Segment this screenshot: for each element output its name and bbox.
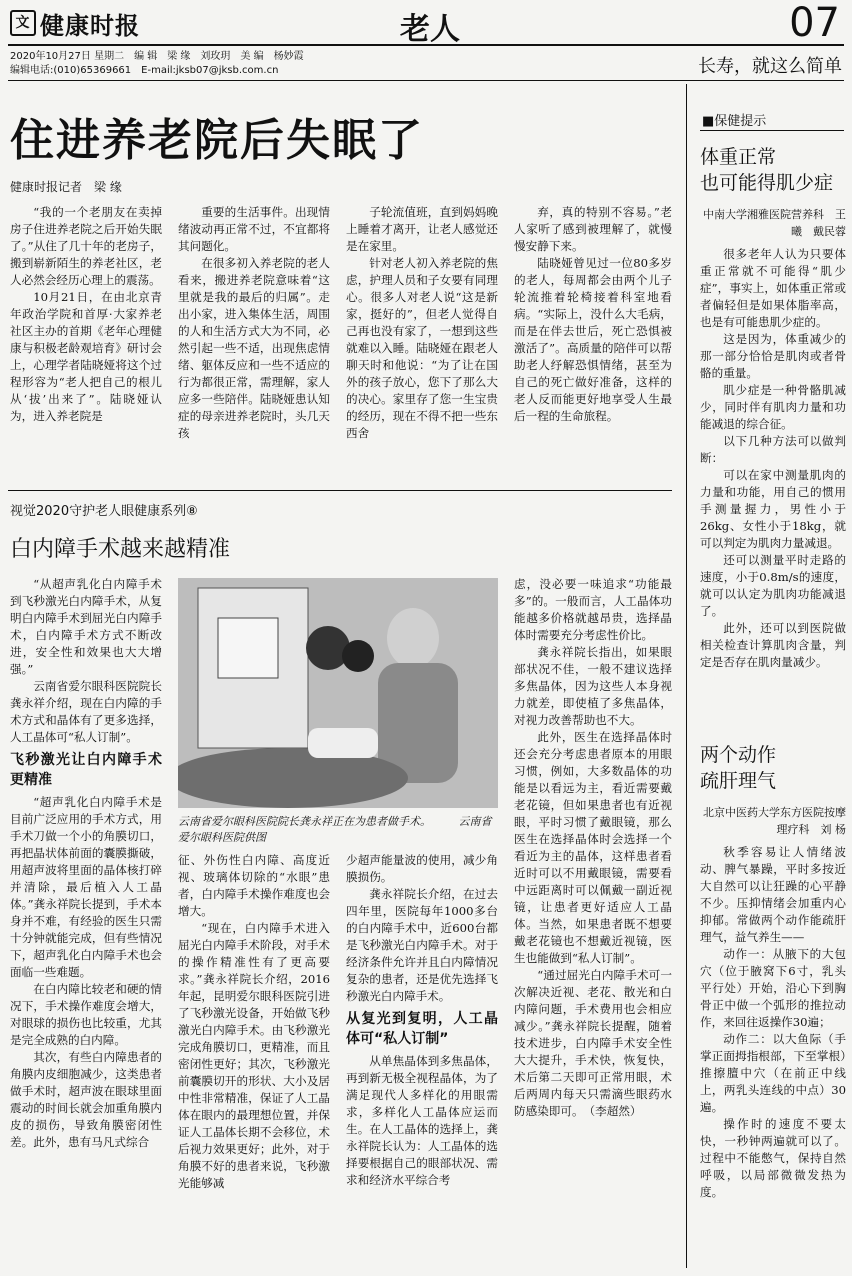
sidebar-article-1-body: [700, 246, 846, 776]
lead-column-4: [514, 204, 672, 474]
lead-paragraph: “我的一个老朋友在卖掉房子住进养老院之后开始失眠了。”从住了几十年的老房子，搬到崭新陌生的养老社区，老人必然会经历心理上的震荡。: [10, 205, 162, 287]
cataract-subhead: 从复光到复明，人工晶体可“私人订制”: [346, 1011, 498, 1047]
newspaper-logo: [10, 6, 150, 40]
sidebar-paragraph: 可以在家中测量肌肉的力量和功能，用自己的惯用手测量握力，男性小于26kg、女性小于18kg，就可以判定为肌肉力量减退。: [700, 468, 846, 550]
photo-caption: 云南省爱尔眼科医院院长龚永祥正在为患者做手术。 云南省爱尔眼科医院供图: [178, 815, 492, 844]
sidebar-paragraph: 动作一：从腋下的大包穴（位于腋窝下6寸，乳头平行处）开始，沿心下到胸骨正中做一个弧形的推拉动作，来回往返操作30遍；: [700, 947, 846, 1029]
lead-column-1: [10, 204, 162, 474]
sidebar-article-2: [700, 742, 846, 1264]
lead-column-2: [178, 204, 330, 474]
page-number: 07: [789, 0, 840, 46]
sidebar-article-1: [700, 144, 846, 776]
cataract-paragraph: 虑，没必要一味追求“功能最多”的。一般而言，人工晶体功能越多价格就越昂贵，选择晶体时需要充分考虑性价比。: [514, 577, 672, 642]
sidebar-paragraph: 此外，还可以到医院做相关检查计算肌肉含量，判定是否存在肌肉量减少。: [700, 621, 846, 669]
lead-paragraph: 重要的生活事件。出现情绪波动再正常不过，不宜都将其问题化。: [178, 205, 330, 253]
cataract-paragraph: 在白内障比较老和硬的情况下，手术操作难度会增大，对眼球的损伤也比较重，尤其是完全成熟的白内障。: [10, 982, 162, 1047]
lead-paragraph: 针对老人初入养老院的焦虑，护理人员和子女要有同理心。很多人对老人说“这是新家，挺好的”，但老人觉得自己再也没有家了，一想到这些就难以入睡。陆晓娅在跟老人聊天时和他说：“为了让在国外的孩子放心，您下了那么大的决心。家里存了您一生宝贵的经历，现在不得不把一些东西舍: [346, 256, 498, 440]
sidebar-article-2-body: [700, 844, 846, 1264]
cataract-paragraph: “从超声乳化白内障手术到飞秒激光白内障手术，从复明白内障手术到屈光白内障手术，白内障手术方式不断改进，安全性和效果也大大增强。”: [10, 577, 162, 676]
cataract-subhead: 飞秒激光让白内障手术更精准: [10, 752, 162, 788]
lead-headline: 住进养老院后失眠了: [10, 115, 424, 166]
series-label: 视觉2020守护老人眼健康系列⑧: [10, 504, 198, 519]
sidebar-paragraph: 肌少症是一种骨骼肌减少，同时伴有肌肉力量和功能减退的综合征。: [700, 383, 846, 431]
cataract-paragraph: 其次，有些白内障患者的角膜内皮细胞减少，这类患者做手术时，超声波在眼球里面震动的时间长就会加重角膜内皮的损伤，导致角膜密闭性差。此外，患有马凡式综合: [10, 1050, 162, 1149]
cataract-column-4: [514, 576, 672, 1266]
sidebar-article-1-title-line2: 也可能得肌少症: [700, 172, 834, 194]
sidebar-tag-rule: [700, 130, 844, 131]
lead-byline: 健康时报记者 梁 缘: [10, 180, 122, 194]
masthead-rule: [8, 44, 844, 46]
logo-mark: 文: [10, 10, 36, 36]
cataract-paragraph: “通过屈光白内障手术可一次解决近视、老花、散光和白内障问题，手术费用也会相应减少。”龚永祥院长提醒，随着技术进步，白内障手术安全性大大提升，手术快，恢复快，术后第二天即可正常用眼，术后两周内每天只需滴些眼药水防感染即可。 （李超然）: [514, 968, 672, 1118]
cataract-paragraph: 少超声能量波的使用，减少角膜损伤。: [346, 853, 498, 884]
cataract-paragraph: 此外，医生在选择晶体时还会充分考虑患者原本的用眼习惯，例如，大多数晶体的功能是以看远为主，看近需要戴老花镜，但如果患者也有近视眼，平时习惯了戴眼镜，那么医生在选择晶体时会选择一个看近为主的晶体，这样患者看近时可以不用戴眼镜，需要看中远距离时可以佩戴一副近视镜，让患者更好适应人工晶体。当然，如果患者既不想要戴老花镜也不想戴近视镜，医生也能做到“私人订制”。: [514, 730, 672, 965]
cataract-paragraph: “现在，白内障手术进入屈光白内障手术阶段，对手术的操作精准性有了更高要求。”龚永祥院长介绍，2016年起，昆明爱尔眼科医院引进了飞秒激光设备，开始做飞秒激光白内障手术。由飞秒激光完成角膜切口，更精准，而且密闭性更好；其次，飞秒激光前囊膜切开的形状、大小及居中性非常精准，保证了人工晶体在眼内的最理想位置，并保证人工晶体长期不会移位，术后视力效果更好；此外，对于角膜不好的患者来说，飞秒激光能够减: [178, 921, 330, 1190]
sidebar-divider: [686, 84, 687, 1268]
cataract-paragraph: 龚永祥院长介绍，在过去四年里，医院每年1000多台的白内障手术中，近600台都是飞秒激光白内障手术。对于经济条件允许并且白内障情况复杂的患者，还是优先选择飞秒激光白内障手术。: [346, 887, 498, 1003]
cataract-paragraph: 征、外伤性白内障、高度近视、玻璃体切除的“水眼”患者，白内障手术操作难度也会增大。: [178, 853, 330, 918]
cataract-column-2: [178, 852, 330, 1266]
lead-column-3: [346, 204, 498, 474]
sidebar-article-2-author: 北京中医药大学东方医院按摩理疗科 刘 杨: [703, 806, 846, 836]
lead-paragraph: 陆晓娅曾见过一位80多岁的老人，每周都会由两个儿子轮流推着轮椅接着科室地看病。“实际上，没什么大毛病，而是在伴去世后，死亡恐惧被激活了”。高质量的陪伴可以帮助老人纾解恐惧情绪，甚至为自己的死亡做好准备，这样的老人反而能更好地享受人生最后一程的生命旅程。: [514, 256, 672, 423]
section-title: 老人: [400, 12, 460, 47]
logo-text: 健康时报: [40, 10, 140, 40]
lead-paragraph: 弃，真的特别不容易。”老人家听了感到被理解了，就慢慢安静下来。: [514, 205, 672, 253]
masthead-bottom-rule: [8, 80, 844, 81]
sidebar-article-2-title-line1: 两个动作: [700, 744, 777, 766]
cataract-column-1: [10, 576, 162, 1266]
cataract-paragraph: “超声乳化白内障手术是目前广泛应用的手术方式，用手术刀做一个小的角膜切口，再把晶状体前面的囊膜撕破，用超声波将里面的晶体核打碎并清除，最后植入人工晶体。”龚永祥院长提到，手术本身并不难，有经验的医生只需十分钟就能完成，但有些情况下，超声乳化白内障手术也会面临一些难题。: [10, 795, 162, 979]
sidebar-tag: ■保健提示: [702, 114, 767, 129]
cataract-headline: 白内障手术越来越精准: [10, 537, 231, 562]
sidebar-paragraph: 以下几种方法可以做判断：: [700, 434, 846, 465]
surgery-photo: [178, 578, 498, 808]
cataract-paragraph: 从单焦晶体到多焦晶体，再到新无极全视程晶体，为了满足现代人多样化的用眼需求，多样化人工晶体应运而生。在人工晶体的选择上，龚永祥院长认为：人工晶体的选择要根据自己的眼部状况、需求和经济水平综合考: [346, 1054, 498, 1187]
lead-paragraph: 10月21日，在由北京青年政治学院和首厚·大家养老社区主办的首期《老年心理健康与积极老龄观培育》研讨会上，心理学者陆晓娅将这个过程形容为“老人把自己的根儿从‘拔’出来了”。陆晓娅认为，进入养老院是: [10, 290, 162, 423]
lead-paragraph: 子轮流值班，直到妈妈晚上睡着才离开，让老人感觉还是在家里。: [346, 205, 498, 253]
date-line: 2020年10月27日 星期二 编 辑 梁 缘 刘玫玥 美 编 杨妙霞: [10, 51, 304, 62]
sidebar-article-2-title-line2: 疏肝理气: [700, 770, 777, 792]
cataract-column-3: [346, 852, 498, 1266]
sidebar-paragraph: 操作时的速度不要太快，一秒钟两遍就可以了。过程中不能憋气，保持自然呼吸，以局部微微发热为度。: [700, 1117, 846, 1199]
sidebar-article-1-author: 中南大学湘雅医院营养科 王 曦 戴民蓉: [703, 208, 846, 238]
surgery-photo-illustration: [178, 578, 498, 808]
cataract-paragraph: 云南省爱尔眼科医院院长龚永祥介绍，现在白内障的手术方式和晶体有了更多选择，人工晶体可“私人订制”。: [10, 679, 162, 744]
sidebar-paragraph: 很多老年人认为只要体重正常就不可能得“肌少症”，事实上，如体重正常或者偏轻但是如果体脂率高，也是有可能患肌少症的。: [700, 247, 846, 329]
lead-paragraph: 在很多初入养老院的老人看来，搬进养老院意味着“这里就是我的最后的归属”。走出小家，进入集体生活，周围的人和生活方式大为不同，必然引起一些不适，出现焦虑情绪、躯体反应和一些不适应的行为都很正常，需理解，家人应多一些陪伴。陆晓娅患认知症的母亲进养老院时，头几天孩: [178, 256, 330, 440]
slogan: 长寿，就这么简单: [698, 56, 842, 77]
sidebar-paragraph: 动作二：以大鱼际（手掌正面拇指根部，下至掌根）推擦膻中穴（在前正中线上，两乳头连线的中点）30遍。: [700, 1032, 846, 1114]
sidebar-paragraph: 秋季容易让人情绪波动、脾气暴躁，平时多按近大自然可以让狂躁的心平静不少。压抑情绪会加重内心抑郁。常做两个动作能疏肝理气，益气养生——: [700, 845, 846, 944]
sidebar-article-1-title-line1: 体重正常: [700, 146, 777, 168]
contact-line: 编辑电话:(010)65369661 E-mail:jksb07@jksb.com.cn: [10, 65, 279, 76]
sidebar-paragraph: 这是因为，体重减少的那一部分恰恰是肌肉或者骨骼的重量。: [700, 332, 846, 380]
cataract-paragraph: 龚永祥院长指出，如果眼部状况不佳，一般不建议选择多焦晶体，因为这些人本身视力就差，即使植了多焦晶体，对视力改善帮助也不大。: [514, 645, 672, 727]
section-divider: [8, 490, 672, 491]
sidebar-paragraph: 还可以测量平时走路的速度，小于0.8m/s的速度，就可以认定为肌肉功能减退了。: [700, 553, 846, 618]
